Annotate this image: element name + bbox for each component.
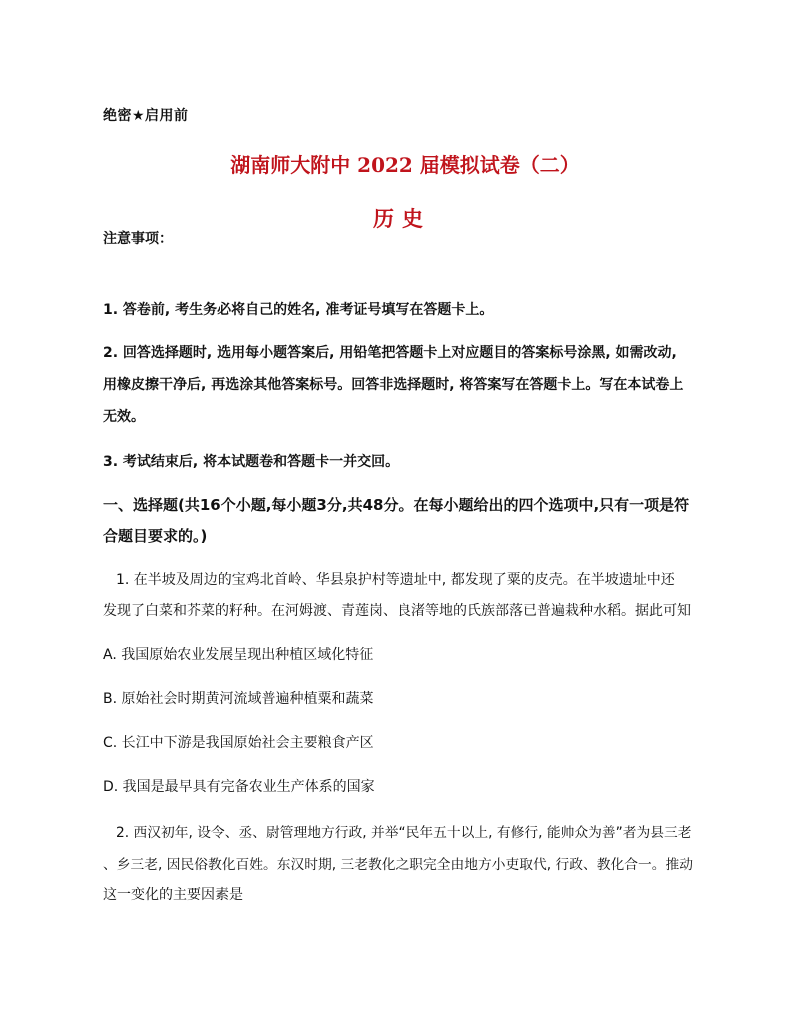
question-1-option-a: A. 我国原始农业发展呈现出种植区域化特征 — [103, 647, 374, 663]
question-1-option-d: D. 我国是最早具有完备农业生产体系的国家 — [103, 779, 375, 795]
question-1-stem-line-1: 1. 在半坡及周边的宝鸡北首岭、华县泉护村等遗址中, 都发现了粟的皮壳。在半坡遗址中还 — [116, 572, 675, 588]
question-1-option-c: C. 长江中下游是我国原始社会主要粮食产区 — [103, 735, 374, 751]
question-2-stem-line-3: 这一变化的主要因素是 — [103, 887, 243, 903]
question-2-stem-line-1: 2. 西汉初年, 设令、丞、尉管理地方行政, 并举“民年五十以上, 有修行, 能帅众为善”者为县三老 — [116, 825, 692, 841]
notice-item-2-line-1: 2. 回答选择题时, 选用每小题答案后, 用铅笔把答题卡上对应题目的答案标号涂黑, 如需改动, — [103, 345, 677, 361]
question-1-stem-line-2: 发现了白菜和芥菜的籽种。在河姆渡、青莲岗、良渚等地的氏族部落已普遍栽种水稻。据此可知 — [103, 603, 691, 619]
notice-item-2-line-2: 用橡皮擦干净后, 再选涂其他答案标号。回答非选择题时, 将答案写在答题卡上。写在本试卷上 — [103, 377, 684, 393]
confidential-label: 绝密★启用前 — [103, 108, 189, 124]
notice-item-3: 3. 考试结束后, 将本试题卷和答题卡一并交回。 — [103, 454, 400, 470]
notice-item-1: 1. 答卷前, 考生务必将自己的姓名, 准考证号填写在答题卡上。 — [103, 302, 494, 318]
exam-subject: 历史 — [373, 206, 431, 231]
section-heading-line-1: 一、选择题(共16个小题,每小题3分,共48分。在每小题给出的四个选项中,只有一项是符 — [103, 496, 690, 514]
section-heading-line-2: 合题目要求的。) — [103, 527, 208, 545]
question-2-stem-line-2: 、乡三老, 因民俗教化百姓。东汉时期, 三老教化之职完全由地方小吏取代, 行政、教化合一。推动 — [103, 857, 693, 873]
exam-title: 湖南师大附中 2022 届模拟试卷（二） — [230, 153, 580, 177]
question-1-option-b: B. 原始社会时期黄河流域普遍种植粟和蔬菜 — [103, 691, 374, 707]
notice-item-2-line-3: 无效。 — [103, 409, 145, 425]
notice-heading: 注意事项： — [103, 231, 173, 247]
